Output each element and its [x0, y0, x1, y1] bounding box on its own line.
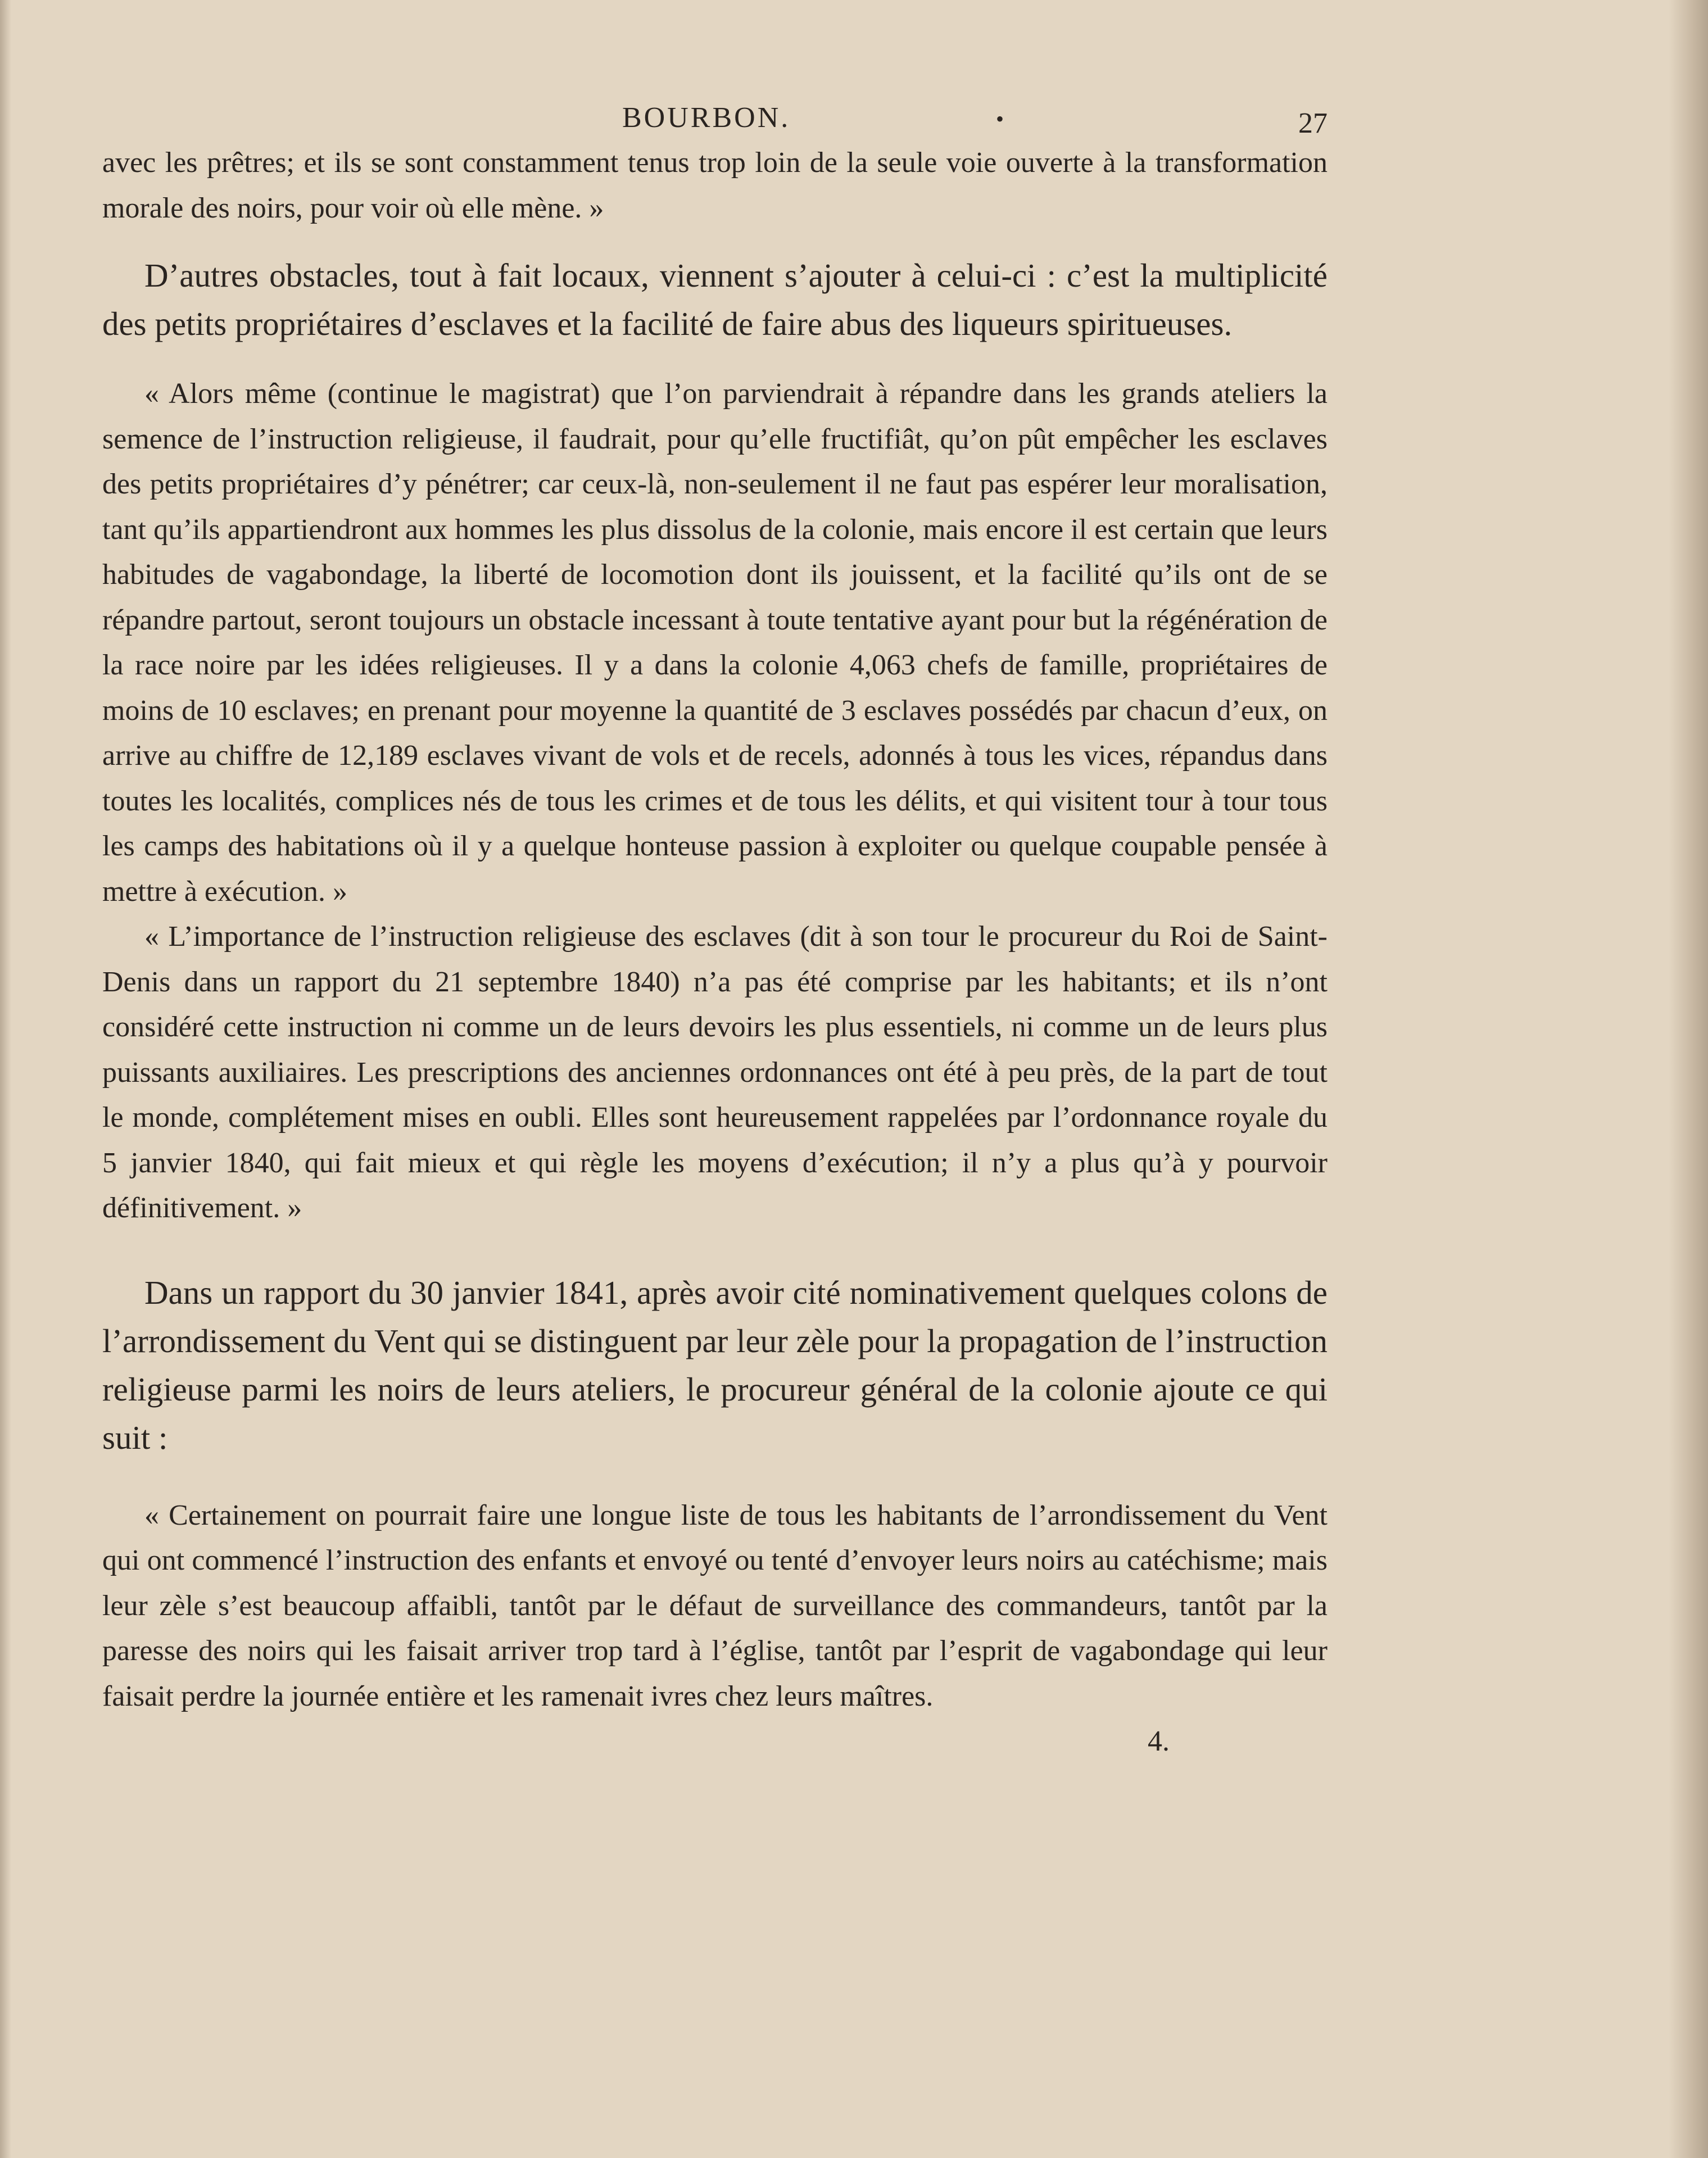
running-head — [102, 101, 1328, 140]
paragraph-rapport-1841: Dans un rapport du 30 janvier 1841, après avoir cité nominativement quelques colons de l’arrondissement du Vent qui se distinguent par leur zèle pour la propagation de l’instruction religieuse parmi les noirs de leurs ateliers, le procureur général de la colonie ajoute ce qui suit : — [102, 1273, 1328, 1456]
page-left-shadow — [0, 0, 11, 2158]
paragraph-obstacles: D’autres obstacles, tout à fait locaux, viennent s’ajouter à celui-ci : c’est la multiplicité des petits propriétaires d’esclaves et la facilité de faire abus des liqueurs spiritueuses. — [102, 257, 1328, 342]
signature-mark: 4. — [1148, 1725, 1170, 1757]
paragraph-quote-magistrat: « Alors même (continue le magistrat) que l’on parviendrait à répandre dans les grands ateliers la semence de l’instruction religieuse, il faudrait, pour qu’elle fructifiât, qu’on pût empêcher les esclaves des petits propriétaires d’y pénétrer; car ceux-là, non-seulement il ne faut pas espérer leur moralisation, tant qu’ils appartiendront aux hommes les plus dissolus de la colonie, mais encore il est certain que leurs habitudes de vagabondage, la liberté de locomotion dont ils jouissent, et la facilité qu’ils ont de se répandre partout, seront toujours un obstacle incessant à toute tentative ayant pour but la régénération de la race noire par les idées religieuses. Il y a dans la colonie 4,063 chefs de famille, propriétaires de moins de 10 esclaves; en prenant pour moyenne la quantité de 3 esclaves possédés par chacun d’eux, on arrive au chiffre de 12,189 esclaves vivant de vols et de recels, adonnés à tous les vices, répandus dans toutes les localités, complices nés de tous les crimes et de tous les délits, et qui visitent tour à tour tous les camps des habitations où il y a quelque honteuse passion à exploiter ou quelque coupable pensée à mettre à exécution. » — [102, 378, 1328, 908]
page-number: 27 — [1298, 107, 1328, 139]
running-head-title: BOURBON. — [622, 102, 791, 134]
paragraph-continuation: avec les prêtres; et ils se sont constamment tenus trop loin de la seule voie ouverte à la transformation morale des noirs, pour voir où elle mène. » — [102, 147, 1328, 224]
page-edge-shadow — [1669, 0, 1708, 2158]
text-block — [102, 101, 1328, 1758]
paragraph-quote-procureur: « L’importance de l’instruction religieuse des esclaves (dit à son tour le procureur du Roi de Saint-Denis dans un rapport du 21 septembre 1840) n’a pas été comprise par les habitants; et ils n’ont considéré cette instruction ni comme un de leurs devoirs les plus essentiels, ni comme un de leurs plus puissants auxiliaires. Les prescriptions des anciennes ordonnances ont été à peu près, de la part de tout le monde, complétement mises en oubli. Elles sont heureusement rappelées par l’ordonnance royale du 5 janvier 1840, qui fait mieux et qui règle les moyens d’exécution; il n’y a plus qu’à y pourvoir définitivement. » — [102, 921, 1328, 1224]
paragraph-quote-certainement: « Certainement on pourrait faire une longue liste de tous les habitants de l’arrondissement du Vent qui ont commencé l’instruction des enfants et envoyé ou tenté d’envoyer leurs noirs au catéchisme; mais leur zèle s’est beaucoup affaibli, tantôt par le défaut de surveillance des commandeurs, tantôt par la paresse des noirs qui les faisait arriver trop tard à l’église, tantôt par l’esprit de vagabondage qui leur faisait perdre la journée entière et les ramenait ivres chez leurs maîtres. — [102, 1499, 1328, 1712]
running-head-ornament: • — [996, 106, 1007, 132]
